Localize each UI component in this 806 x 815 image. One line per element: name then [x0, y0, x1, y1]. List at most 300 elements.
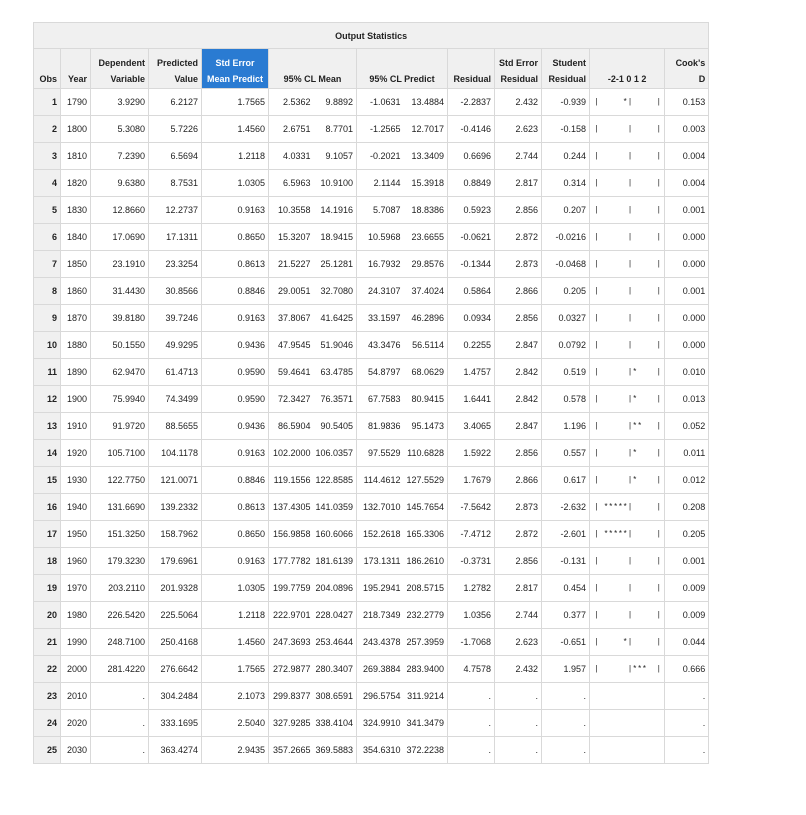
dependent-variable-cell: .	[91, 710, 149, 737]
year-cell: 1810	[61, 143, 91, 170]
residual-cell: .	[448, 710, 495, 737]
cl-predict-upper-cell: 80.9415	[402, 386, 448, 413]
dependent-variable-cell: 131.6690	[91, 494, 149, 521]
student-residual-cell: 0.205	[542, 278, 590, 305]
obs-cell: 2	[34, 116, 61, 143]
residual-plot-cell: | | |	[590, 116, 665, 143]
dependent-variable-cell: 226.5420	[91, 602, 149, 629]
header-dependent: Dependent	[91, 49, 149, 70]
cl-mean-lower-cell: 357.2665	[269, 737, 312, 764]
obs-cell: 12	[34, 386, 61, 413]
cooks-d-cell: 0.013	[665, 386, 709, 413]
table-row	[34, 224, 709, 251]
output-statistics-table-frame	[33, 22, 709, 764]
dependent-variable-cell: 31.4430	[91, 278, 149, 305]
residual-cell: 0.5864	[448, 278, 495, 305]
obs-cell: 17	[34, 521, 61, 548]
table-row	[34, 359, 709, 386]
year-cell: 1920	[61, 440, 91, 467]
student-residual-cell: -0.158	[542, 116, 590, 143]
obs-cell: 13	[34, 413, 61, 440]
cl-predict-lower-cell: 132.7010	[357, 494, 402, 521]
obs-cell: 14	[34, 440, 61, 467]
std-error-mean-predict-cell: 0.9163	[202, 305, 269, 332]
cooks-d-cell: 0.000	[665, 332, 709, 359]
cl-predict-upper-cell: 257.3959	[402, 629, 448, 656]
residual-plot-cell: | |* |	[590, 386, 665, 413]
residual-plot-cell: | | |	[590, 251, 665, 278]
cl-mean-lower-cell: 102.2000	[269, 440, 312, 467]
cooks-d-cell: 0.003	[665, 116, 709, 143]
header-obs: Obs	[34, 69, 61, 89]
year-cell: 1910	[61, 413, 91, 440]
std-error-mean-predict-cell: 0.9163	[202, 548, 269, 575]
header-scale: -2-1 0 1 2	[590, 69, 665, 89]
cl-predict-upper-cell: 311.9214	[402, 683, 448, 710]
dependent-variable-cell: 23.1910	[91, 251, 149, 278]
cooks-d-cell: 0.001	[665, 548, 709, 575]
cl-predict-upper-cell: 13.3409	[402, 143, 448, 170]
student-residual-cell: 0.0327	[542, 305, 590, 332]
predicted-value-cell: 17.1311	[149, 224, 202, 251]
cl-mean-upper-cell: 9.8892	[312, 89, 357, 116]
student-residual-cell: 0.244	[542, 143, 590, 170]
obs-cell: 6	[34, 224, 61, 251]
student-residual-cell: 1.196	[542, 413, 590, 440]
predicted-value-cell: 225.5064	[149, 602, 202, 629]
std-error-residual-cell: 2.866	[495, 278, 542, 305]
cl-mean-lower-cell: 29.0051	[269, 278, 312, 305]
predicted-value-cell: 30.8566	[149, 278, 202, 305]
student-residual-cell: 0.578	[542, 386, 590, 413]
cl-mean-lower-cell: 137.4305	[269, 494, 312, 521]
obs-cell: 19	[34, 575, 61, 602]
std-error-mean-predict-cell: 0.8650	[202, 521, 269, 548]
obs-cell: 22	[34, 656, 61, 683]
cooks-d-cell: 0.208	[665, 494, 709, 521]
header-year: Year	[61, 69, 91, 89]
std-error-residual-cell: 2.856	[495, 197, 542, 224]
std-error-mean-predict-cell: 2.5040	[202, 710, 269, 737]
std-error-mean-predict-cell: 1.0305	[202, 575, 269, 602]
year-cell: 1980	[61, 602, 91, 629]
obs-cell: 23	[34, 683, 61, 710]
cooks-d-cell: 0.011	[665, 440, 709, 467]
header-cooks: Cook's	[665, 49, 709, 70]
residual-plot-cell: | | |	[590, 143, 665, 170]
student-residual-cell: -0.651	[542, 629, 590, 656]
std-error-residual-cell: 2.842	[495, 359, 542, 386]
cooks-d-cell: 0.009	[665, 602, 709, 629]
residual-cell: 0.5923	[448, 197, 495, 224]
predicted-value-cell: 104.1178	[149, 440, 202, 467]
header-residual-2: Residual	[495, 69, 542, 89]
header-std-error[interactable]: Std Error	[202, 49, 269, 70]
cl-predict-lower-cell: 54.8797	[357, 359, 402, 386]
cooks-d-cell: 0.153	[665, 89, 709, 116]
header-d: D	[665, 69, 709, 89]
cooks-d-cell: 0.000	[665, 224, 709, 251]
table-row	[34, 629, 709, 656]
student-residual-cell: -0.939	[542, 89, 590, 116]
residual-plot-cell: | *****| |	[590, 521, 665, 548]
std-error-residual-cell: 2.872	[495, 224, 542, 251]
cl-predict-lower-cell: -0.2021	[357, 143, 402, 170]
cl-mean-upper-cell: 204.0896	[312, 575, 357, 602]
dependent-variable-cell: 75.9940	[91, 386, 149, 413]
cl-mean-lower-cell: 15.3207	[269, 224, 312, 251]
cl-mean-lower-cell: 2.6751	[269, 116, 312, 143]
dependent-variable-cell: .	[91, 737, 149, 764]
table-row	[34, 278, 709, 305]
cl-mean-upper-cell: 122.8585	[312, 467, 357, 494]
std-error-residual-cell: 2.432	[495, 89, 542, 116]
cl-predict-upper-cell: 37.4024	[402, 278, 448, 305]
cooks-d-cell: .	[665, 683, 709, 710]
cl-predict-lower-cell: 114.4612	[357, 467, 402, 494]
residual-cell: 1.0356	[448, 602, 495, 629]
cl-predict-lower-cell: 173.1311	[357, 548, 402, 575]
cl-mean-upper-cell: 9.1057	[312, 143, 357, 170]
residual-plot-cell: | | |	[590, 170, 665, 197]
std-error-residual-cell: 2.623	[495, 629, 542, 656]
cl-predict-upper-cell: 145.7654	[402, 494, 448, 521]
residual-cell: 1.7679	[448, 467, 495, 494]
cl-predict-upper-cell: 56.5114	[402, 332, 448, 359]
cl-mean-lower-cell: 247.3693	[269, 629, 312, 656]
std-error-residual-cell: 2.866	[495, 467, 542, 494]
cl-predict-lower-cell: -1.0631	[357, 89, 402, 116]
header-std-error-residual: Std Error	[495, 49, 542, 70]
obs-cell: 20	[34, 602, 61, 629]
table-row	[34, 548, 709, 575]
dependent-variable-cell: 151.3250	[91, 521, 149, 548]
cooks-d-cell: 0.009	[665, 575, 709, 602]
student-residual-cell: 0.314	[542, 170, 590, 197]
cl-predict-upper-cell: 18.8386	[402, 197, 448, 224]
predicted-value-cell: 121.0071	[149, 467, 202, 494]
header-residual-3: Residual	[542, 69, 590, 89]
student-residual-cell: 1.957	[542, 656, 590, 683]
residual-plot-cell: | | |	[590, 278, 665, 305]
cooks-d-cell: 0.001	[665, 197, 709, 224]
predicted-value-cell: 88.5655	[149, 413, 202, 440]
cooks-d-cell: 0.000	[665, 305, 709, 332]
residual-cell: 0.8849	[448, 170, 495, 197]
predicted-value-cell: 49.9295	[149, 332, 202, 359]
cooks-d-cell: 0.666	[665, 656, 709, 683]
predicted-value-cell: 139.2332	[149, 494, 202, 521]
residual-plot-cell	[590, 737, 665, 764]
header-mean-predict[interactable]: Mean Predict	[202, 69, 269, 89]
cl-mean-upper-cell: 51.9046	[312, 332, 357, 359]
residual-cell: -1.7068	[448, 629, 495, 656]
cooks-d-cell: 0.004	[665, 170, 709, 197]
student-residual-cell: 0.377	[542, 602, 590, 629]
year-cell: 2030	[61, 737, 91, 764]
cl-mean-lower-cell: 299.8377	[269, 683, 312, 710]
cl-mean-upper-cell: 25.1281	[312, 251, 357, 278]
student-residual-cell: -2.601	[542, 521, 590, 548]
residual-cell: 4.7578	[448, 656, 495, 683]
cl-predict-lower-cell: 152.2618	[357, 521, 402, 548]
std-error-residual-cell: .	[495, 710, 542, 737]
table-row	[34, 251, 709, 278]
cl-mean-upper-cell: 338.4104	[312, 710, 357, 737]
cl-predict-lower-cell: 67.7583	[357, 386, 402, 413]
std-error-residual-cell: 2.847	[495, 413, 542, 440]
residual-plot-cell: | *| |	[590, 89, 665, 116]
cl-predict-lower-cell: 296.5754	[357, 683, 402, 710]
year-cell: 1970	[61, 575, 91, 602]
dependent-variable-cell: 179.3230	[91, 548, 149, 575]
std-error-residual-cell: .	[495, 683, 542, 710]
cl-mean-lower-cell: 72.3427	[269, 386, 312, 413]
residual-cell: .	[448, 737, 495, 764]
dependent-variable-cell: 39.8180	[91, 305, 149, 332]
std-error-mean-predict-cell: 0.9436	[202, 332, 269, 359]
dependent-variable-cell: 3.9290	[91, 89, 149, 116]
obs-cell: 7	[34, 251, 61, 278]
predicted-value-cell: 333.1695	[149, 710, 202, 737]
cl-predict-upper-cell: 232.2779	[402, 602, 448, 629]
cl-predict-upper-cell: 15.3918	[402, 170, 448, 197]
year-cell: 1880	[61, 332, 91, 359]
residual-cell: 1.6441	[448, 386, 495, 413]
std-error-residual-cell: 2.744	[495, 602, 542, 629]
header-variable: Variable	[91, 69, 149, 89]
residual-cell: -0.3731	[448, 548, 495, 575]
year-cell: 1960	[61, 548, 91, 575]
dependent-variable-cell: 9.6380	[91, 170, 149, 197]
table-row	[34, 143, 709, 170]
std-error-mean-predict-cell: 1.4560	[202, 629, 269, 656]
residual-plot-cell: | |* |	[590, 440, 665, 467]
std-error-mean-predict-cell: 0.8846	[202, 278, 269, 305]
year-cell: 1930	[61, 467, 91, 494]
residual-plot-cell: | | |	[590, 332, 665, 359]
dependent-variable-cell: .	[91, 683, 149, 710]
table-row	[34, 386, 709, 413]
cl-mean-upper-cell: 106.0357	[312, 440, 357, 467]
table-row	[34, 683, 709, 710]
predicted-value-cell: 5.7226	[149, 116, 202, 143]
dependent-variable-cell: 5.3080	[91, 116, 149, 143]
table-row	[34, 656, 709, 683]
header-student: Student	[542, 49, 590, 70]
residual-cell: -7.4712	[448, 521, 495, 548]
header-cl-mean: 95% CL Mean	[269, 69, 357, 89]
cl-mean-lower-cell: 21.5227	[269, 251, 312, 278]
cl-predict-upper-cell: 110.6828	[402, 440, 448, 467]
cl-mean-upper-cell: 253.4644	[312, 629, 357, 656]
predicted-value-cell: 6.5694	[149, 143, 202, 170]
cooks-d-cell: .	[665, 737, 709, 764]
std-error-mean-predict-cell: 0.9590	[202, 359, 269, 386]
residual-plot-cell: | | |	[590, 548, 665, 575]
cooks-d-cell: 0.000	[665, 251, 709, 278]
cl-mean-upper-cell: 41.6425	[312, 305, 357, 332]
residual-cell: .	[448, 683, 495, 710]
year-cell: 1820	[61, 170, 91, 197]
student-residual-cell: .	[542, 737, 590, 764]
obs-cell: 9	[34, 305, 61, 332]
cl-mean-upper-cell: 10.9100	[312, 170, 357, 197]
table-row	[34, 170, 709, 197]
std-error-mean-predict-cell: 1.2118	[202, 602, 269, 629]
year-cell: 2000	[61, 656, 91, 683]
year-cell: 1860	[61, 278, 91, 305]
dependent-variable-cell: 105.7100	[91, 440, 149, 467]
obs-cell: 4	[34, 170, 61, 197]
cl-mean-lower-cell: 10.3558	[269, 197, 312, 224]
cl-mean-lower-cell: 6.5963	[269, 170, 312, 197]
student-residual-cell: -2.632	[542, 494, 590, 521]
predicted-value-cell: 23.3254	[149, 251, 202, 278]
cl-predict-upper-cell: 29.8576	[402, 251, 448, 278]
student-residual-cell: -0.0216	[542, 224, 590, 251]
cooks-d-cell: 0.012	[665, 467, 709, 494]
std-error-mean-predict-cell: 0.8613	[202, 251, 269, 278]
obs-cell: 21	[34, 629, 61, 656]
table-row	[34, 467, 709, 494]
predicted-value-cell: 276.6642	[149, 656, 202, 683]
residual-cell: -7.5642	[448, 494, 495, 521]
residual-cell: -0.1344	[448, 251, 495, 278]
table-row	[34, 737, 709, 764]
cl-mean-upper-cell: 18.9415	[312, 224, 357, 251]
cl-mean-lower-cell: 156.9858	[269, 521, 312, 548]
std-error-mean-predict-cell: 0.8613	[202, 494, 269, 521]
residual-plot-cell: | |** |	[590, 413, 665, 440]
obs-cell: 24	[34, 710, 61, 737]
cooks-d-cell: 0.052	[665, 413, 709, 440]
header-residual: Residual	[448, 69, 495, 89]
predicted-value-cell: 363.4274	[149, 737, 202, 764]
year-cell: 1890	[61, 359, 91, 386]
std-error-residual-cell: .	[495, 737, 542, 764]
std-error-mean-predict-cell: 2.9435	[202, 737, 269, 764]
residual-cell: 0.2255	[448, 332, 495, 359]
cl-predict-upper-cell: 127.5529	[402, 467, 448, 494]
obs-cell: 3	[34, 143, 61, 170]
dependent-variable-cell: 62.9470	[91, 359, 149, 386]
cl-mean-lower-cell: 222.9701	[269, 602, 312, 629]
std-error-mean-predict-cell: 0.9436	[202, 413, 269, 440]
cooks-d-cell: .	[665, 710, 709, 737]
student-residual-cell: 0.557	[542, 440, 590, 467]
cl-predict-lower-cell: 324.9910	[357, 710, 402, 737]
std-error-mean-predict-cell: 1.4560	[202, 116, 269, 143]
table-row	[34, 440, 709, 467]
predicted-value-cell: 74.3499	[149, 386, 202, 413]
std-error-residual-cell: 2.873	[495, 251, 542, 278]
student-residual-cell: -0.0468	[542, 251, 590, 278]
cl-mean-upper-cell: 160.6066	[312, 521, 357, 548]
cl-mean-lower-cell: 119.1556	[269, 467, 312, 494]
cl-predict-upper-cell: 208.5715	[402, 575, 448, 602]
residual-plot-cell: | | |	[590, 197, 665, 224]
cl-predict-upper-cell: 372.2238	[402, 737, 448, 764]
cl-mean-lower-cell: 199.7759	[269, 575, 312, 602]
student-residual-cell: .	[542, 710, 590, 737]
dependent-variable-cell: 248.7100	[91, 629, 149, 656]
header-value: Value	[149, 69, 202, 89]
cl-predict-upper-cell: 283.9400	[402, 656, 448, 683]
cl-mean-upper-cell: 14.1916	[312, 197, 357, 224]
std-error-residual-cell: 2.856	[495, 440, 542, 467]
dependent-variable-cell: 17.0690	[91, 224, 149, 251]
std-error-residual-cell: 2.872	[495, 521, 542, 548]
student-residual-cell: 0.519	[542, 359, 590, 386]
std-error-mean-predict-cell: 2.1073	[202, 683, 269, 710]
cl-mean-lower-cell: 37.8067	[269, 305, 312, 332]
predicted-value-cell: 12.2737	[149, 197, 202, 224]
cl-predict-lower-cell: -1.2565	[357, 116, 402, 143]
table-row	[34, 602, 709, 629]
cl-predict-lower-cell: 43.3476	[357, 332, 402, 359]
std-error-residual-cell: 2.842	[495, 386, 542, 413]
std-error-mean-predict-cell: 0.9590	[202, 386, 269, 413]
cl-mean-lower-cell: 327.9285	[269, 710, 312, 737]
table-row	[34, 89, 709, 116]
residual-plot-cell	[590, 683, 665, 710]
predicted-value-cell: 179.6961	[149, 548, 202, 575]
cl-predict-upper-cell: 23.6655	[402, 224, 448, 251]
residual-cell: -0.4146	[448, 116, 495, 143]
cl-mean-lower-cell: 59.4641	[269, 359, 312, 386]
cl-mean-upper-cell: 8.7701	[312, 116, 357, 143]
predicted-value-cell: 201.9328	[149, 575, 202, 602]
std-error-residual-cell: 2.873	[495, 494, 542, 521]
dependent-variable-cell: 7.2390	[91, 143, 149, 170]
std-error-mean-predict-cell: 1.2118	[202, 143, 269, 170]
table-row	[34, 521, 709, 548]
cooks-d-cell: 0.205	[665, 521, 709, 548]
table-row	[34, 332, 709, 359]
cl-predict-upper-cell: 12.7017	[402, 116, 448, 143]
cl-predict-upper-cell: 165.3306	[402, 521, 448, 548]
cl-mean-upper-cell: 90.5405	[312, 413, 357, 440]
cooks-d-cell: 0.004	[665, 143, 709, 170]
residual-plot-cell: | *| |	[590, 629, 665, 656]
std-error-mean-predict-cell: 1.7565	[202, 89, 269, 116]
std-error-mean-predict-cell: 1.7565	[202, 656, 269, 683]
residual-cell: 0.0934	[448, 305, 495, 332]
std-error-residual-cell: 2.432	[495, 656, 542, 683]
residual-plot-cell: | |* |	[590, 359, 665, 386]
std-error-residual-cell: 2.856	[495, 548, 542, 575]
predicted-value-cell: 304.2484	[149, 683, 202, 710]
std-error-residual-cell: 2.744	[495, 143, 542, 170]
obs-cell: 5	[34, 197, 61, 224]
std-error-residual-cell: 2.817	[495, 170, 542, 197]
cooks-d-cell: 0.010	[665, 359, 709, 386]
year-cell: 1940	[61, 494, 91, 521]
cl-predict-lower-cell: 81.9836	[357, 413, 402, 440]
year-cell: 2020	[61, 710, 91, 737]
std-error-residual-cell: 2.817	[495, 575, 542, 602]
student-residual-cell: -0.131	[542, 548, 590, 575]
output-statistics-table	[33, 22, 709, 764]
student-residual-cell: 0.454	[542, 575, 590, 602]
predicted-value-cell: 61.4713	[149, 359, 202, 386]
predicted-value-cell: 8.7531	[149, 170, 202, 197]
residual-cell: -0.0621	[448, 224, 495, 251]
header-cl-predict: 95% CL Predict	[357, 69, 448, 89]
table-row	[34, 710, 709, 737]
year-cell: 1840	[61, 224, 91, 251]
